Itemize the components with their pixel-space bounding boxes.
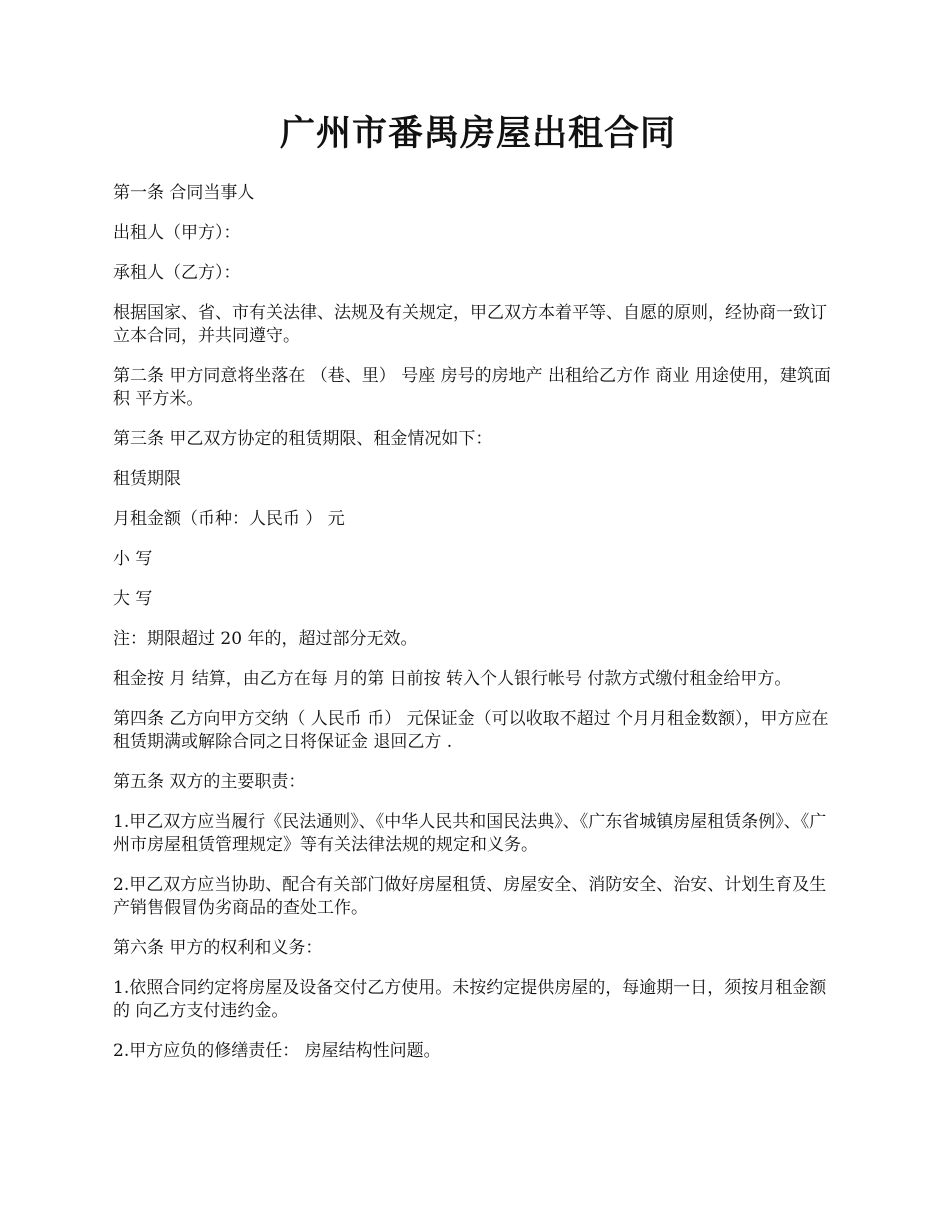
article-4-paragraph: 第四条 乙方向甲方交纳（ 人民币 币） 元保证金（可以收取不超过 个月月租金数额），甲方应在租赁期满或解除合同之日将保证金 退回乙方 . <box>113 709 829 752</box>
document-page <box>113 108 843 1080</box>
article-2-paragraph: 第二条 甲方同意将坐落在 （巷、里） 号座 房号的房地产 出租给乙方作 商业 用途使用，建筑面积 平方米。 <box>113 366 831 409</box>
article-6-heading: 第六条 甲方的权利和义务： <box>113 938 323 958</box>
amount-uppercase-line: 大 写 <box>113 589 153 609</box>
article-5-item-2: 2.甲乙双方应当协助、配合有关部门做好房屋租赁、房屋安全、消防安全、治安、计划生育及生产销售假冒伪劣商品的查处工作。 <box>113 875 827 918</box>
amount-lowercase-line: 小 写 <box>113 549 153 569</box>
lessee-line: 承租人（乙方）： <box>113 263 241 283</box>
lease-term-line: 租赁期限 <box>113 469 181 489</box>
article-1-heading: 第一条 合同当事人 <box>113 183 255 203</box>
article-5-item-1: 1.甲乙双方应当履行《民法通则》、《中华人民共和国民法典》、《广东省城镇房屋租赁条例》、《广州市房屋租赁管理规定》等有关法律法规的规定和义务。 <box>113 812 827 855</box>
rent-settlement-paragraph: 租金按 月 结算，由乙方在每 月的第 日前按 转入个人银行帐号 付款方式缴付租金给甲方。 <box>113 669 792 689</box>
preamble-paragraph: 根据国家、省、市有关法律、法规及有关规定，甲乙双方本着平等、自愿的原则，经协商一致订立本合同，并共同遵守。 <box>113 303 827 346</box>
article-5-heading: 第五条 双方的主要职责： <box>113 772 306 792</box>
article-6-item-2: 2.甲方应负的修缮责任： 房屋结构性问题。 <box>113 1041 441 1061</box>
article-6-item-1: 1.依照合同约定将房屋及设备交付乙方使用。未按约定提供房屋的，每逾期一日，须按月租金额的 向乙方支付违约金。 <box>113 978 827 1021</box>
article-3-heading: 第三条 甲乙双方协定的租赁期限、租金情况如下： <box>113 429 493 449</box>
term-note-line: 注：期限超过 20 年的，超过部分无效。 <box>113 629 418 649</box>
monthly-rent-line: 月租金额（币种：人民币 ） 元 <box>113 509 345 529</box>
lessor-line: 出租人（甲方）： <box>113 223 241 243</box>
document-title: 广州市番禺房屋出租合同 <box>279 113 676 154</box>
